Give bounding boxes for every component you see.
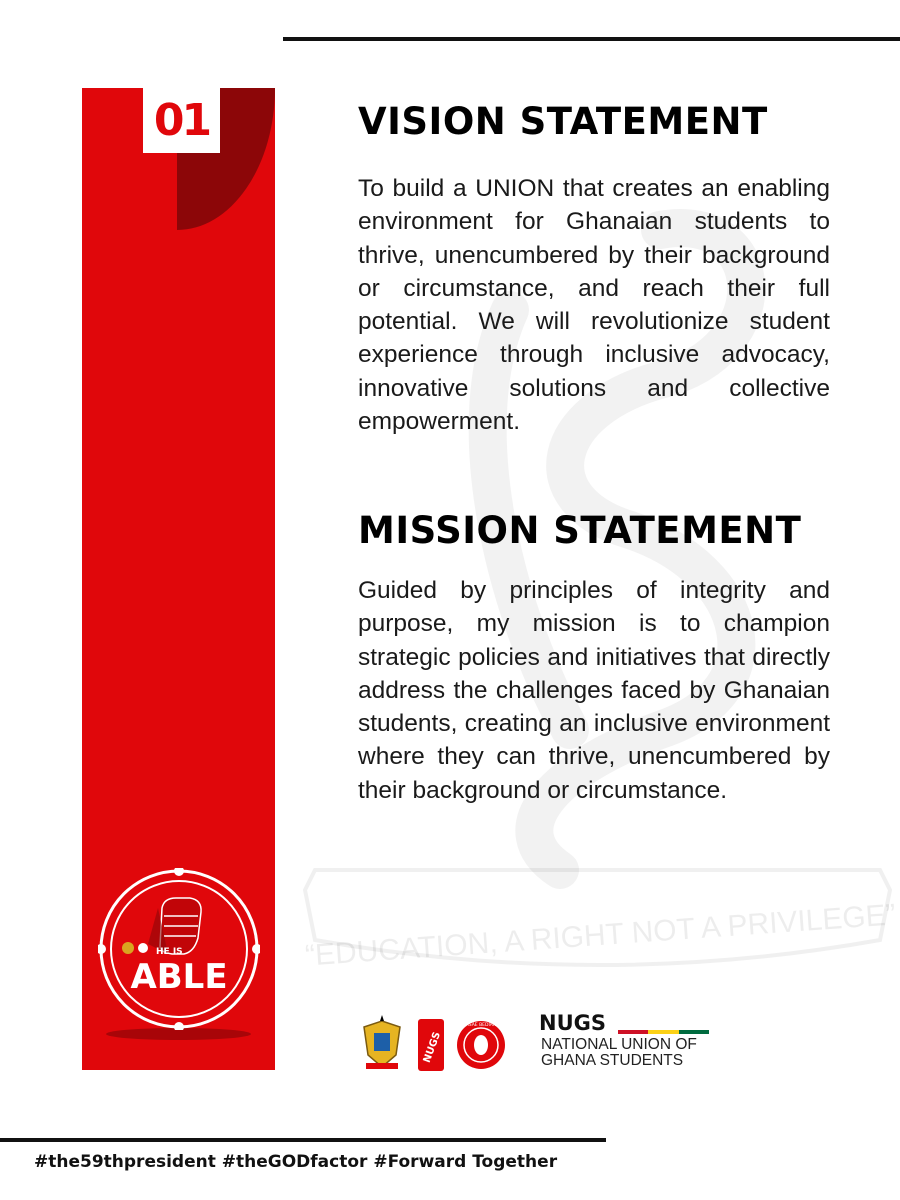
vision-paragraph: To build a UNION that creates an enabling environment for Ghanaian students to thrive, unencumbered by their background or circumstance, and reach their full potential. We will revolutionize student experience through inclusive advocacy, innovative solutions and collective empowerment. [358, 175, 830, 436]
section-number-box [143, 88, 220, 153]
kasae-bediako-seal-icon [457, 1021, 505, 1069]
ghana-flag-stripe [618, 1030, 709, 1034]
bottom-divider [0, 1138, 606, 1142]
nugs-full-name-line2: GHANA STUDENTS [541, 1052, 684, 1069]
section-number: 01 [153, 95, 210, 146]
nugs-logo-icon [418, 1019, 444, 1071]
coat-of-arms-small-icon [122, 942, 134, 954]
ghana-coat-of-arms-icon [364, 1015, 400, 1069]
footer-hashtags: #the59thpresident #theGODfactor #Forward Together [34, 1152, 558, 1172]
nugs-small-icon [138, 943, 148, 953]
nugs-abbreviation: NUGS [539, 1011, 606, 1035]
he-is-able-badge [98, 868, 260, 1030]
nugs-full-name-line1: NATIONAL UNION OF [541, 1036, 697, 1053]
watermark-motto: “EDUCATION, A RIGHT NOT A PRIVILEGE” [304, 898, 897, 973]
mission-paragraph: Guided by principles of integrity and purpose, my mission is to champion strategic policies and initiatives that directly address the challenges faced by Ghanaian students, creating an inclusive environment where they can thrive, unencumbered by their background or circumstance. [358, 577, 830, 804]
seal-text: KASAE BEDIAKO [462, 1023, 500, 1028]
partner-logos [360, 1015, 510, 1075]
badge-slogan-big: ABLE [130, 957, 228, 997]
left-red-band [82, 88, 275, 1070]
mission-heading: MISSION STATEMENT [358, 509, 802, 552]
top-divider [283, 37, 900, 41]
nugs-logo-text: NUGS [421, 1030, 444, 1065]
badge-slogan-small: HE IS [156, 947, 183, 957]
vision-heading: VISION STATEMENT [358, 100, 768, 143]
nugs-full-name [541, 1037, 697, 1069]
